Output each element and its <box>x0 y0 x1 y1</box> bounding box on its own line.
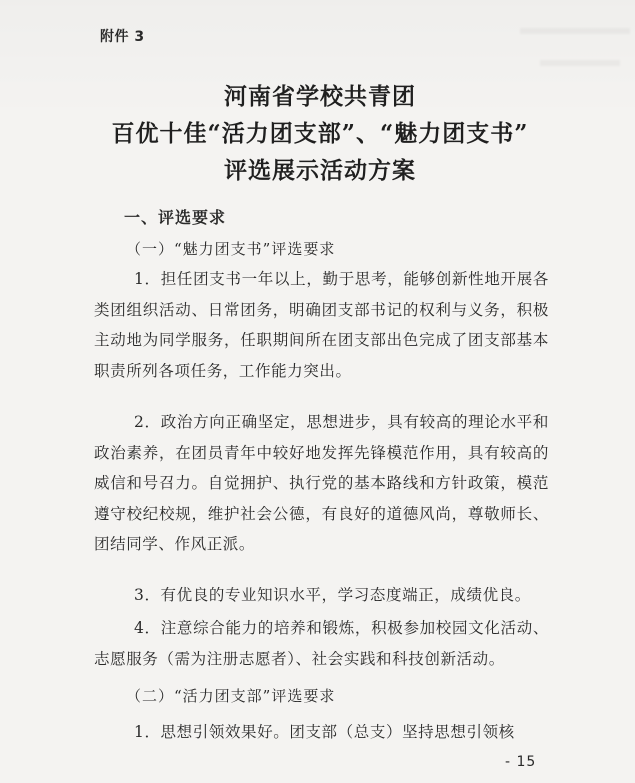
attachment-label: 附件 3 <box>100 29 145 45</box>
section-heading: 一、评选要求 <box>124 208 227 227</box>
paragraph-5: 1．思想引领效果好。团支部（总支）坚持思想引领核 <box>134 723 515 741</box>
subsection-heading-1: （一）“魅力团支书”评选要求 <box>126 240 336 258</box>
bleed-through-mark <box>540 60 620 66</box>
bleed-through-mark <box>520 28 630 34</box>
title-line-3: 评选展示活动方案 <box>224 157 416 184</box>
paragraph-1: 1．担任团支书一年以上，勤于思考，能够创新性地开展各类团组织活动、日常团务，明确团支部书记的权利与义务，积极主动地为同学服务，任职期间所在团支部出色完成了团支部基本职责所列各项任务，工作能力突出。 <box>94 270 549 380</box>
page-number: - 15 <box>505 754 537 770</box>
paragraph-4: 4．注意综合能力的培养和锻炼，积极参加校园文化活动、志愿服务（需为注册志愿者）、社会实践和科技创新活动。 <box>94 619 549 668</box>
subsection-heading-2: （二）“活力团支部”评选要求 <box>126 687 336 705</box>
title-line-2: 百优十佳“活力团支部”、“魅力团支书” <box>111 120 529 147</box>
paragraph-3: 3．有优良的专业知识水平，学习态度端正，成绩优良。 <box>134 586 531 604</box>
title-line-1: 河南省学校共青团 <box>224 83 416 110</box>
paragraph-2: 2．政治方向正确坚定，思想进步，具有较高的理论水平和政治素养，在团员青年中较好地发挥先锋模范作用，具有较高的威信和号召力。自觉拥护、执行党的基本路线和方针政策，模范遵守校纪校规，维护社会公德，有良好的道德风尚，尊敬师长、团结同学、作风正派。 <box>94 413 549 553</box>
